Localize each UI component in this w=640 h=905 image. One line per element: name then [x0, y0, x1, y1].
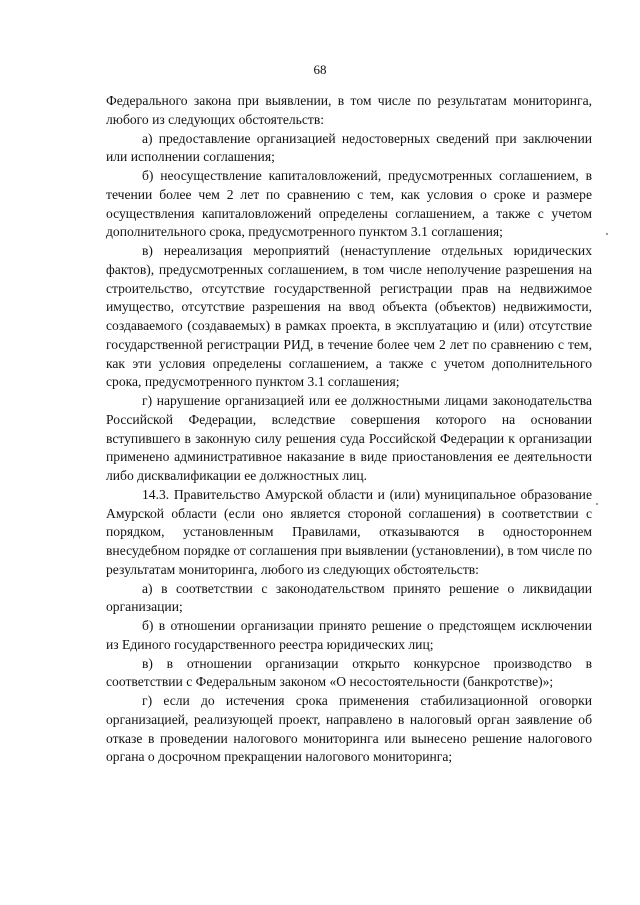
paragraph-14-3-item-b: б) в отношении организации принято решение о предстоящем исключении из Единого государственного реестра юридических лиц;	[106, 618, 592, 652]
page-number: 68	[313, 62, 327, 77]
paragraph-continuation: Федерального закона при выявлении, в том числе по результатам мониторинга, любого из следующих обстоятельств:	[106, 93, 592, 127]
scan-speck	[596, 503, 598, 505]
scan-speck	[606, 233, 608, 235]
paragraph-item-a: а) предоставление организацией недостоверных сведений при заключении или исполнении соглашения;	[106, 130, 592, 165]
paragraph-section-14-3: 14.3. Правительство Амурской области и (или) муниципальное образование Амурской области (если оно является стороной соглашения) в соответствии с порядком, установленным Правилами, отказываются в одностороннем внесудебном порядке от соглашения при выявлении (установлении), в том числе по результатам мониторинга, любого из следующих обстоятельств:	[106, 486, 592, 577]
paragraph-item-v: в) нереализация мероприятий (ненаступление отдельных юридических фактов), предусмотренных соглашением, в том числе неполучение разрешения на строительство, отсутствие государственной регистрации прав на недвижимое имущество, отсутствие разрешения на ввод объекта (объектов) недвижимости, создаваемого (создаваемых) в рамках проекта, в эксплуатацию и (или) отсутствие государственной регистрации РИД, в течение более чем 2 лет по сравнению с тем, как эти условия определены соглашением, а также с учетом дополнительного срока, предусмотренного пунктом 3.1 соглашения;	[106, 243, 592, 390]
paragraph-14-3-item-g: г) если до истечения срока применения стабилизационной оговорки организацией, реализующей проект, направлено в налоговый орган заявление об отказе в проведении налогового мониторинга или вынесено решение налогового органа о досрочном прекращении налогового мониторинга;	[106, 693, 592, 765]
paragraph-item-g: г) нарушение организацией или ее должностными лицами законодательства Российской Федерации, вследствие совершения которого на основании вступившего в законную силу решения суда Российской Федерации к организации применено административное наказание в виде приостановления ее деятельности либо дисквалификации ее должностных лиц.	[106, 393, 592, 483]
document-body	[106, 92, 592, 767]
paragraph-14-3-item-a: а) в соответствии с законодательством принято решение о ликвидации организации;	[106, 580, 592, 615]
paragraph-item-b: б) неосуществление капиталовложений, предусмотренных соглашением, в течении более чем 2 лет по сравнению с тем, как условия о сроке и размере осуществления капиталовложений определены соглашением, а также с учетом дополнительного срока, предусмотренного пунктом 3.1 соглашения;	[106, 168, 592, 240]
paragraph-14-3-item-v: в) в отношении организации открыто конкурсное производство в соответствии с Федеральным законом «О несостоятельности (банкротстве)»;	[106, 655, 592, 690]
